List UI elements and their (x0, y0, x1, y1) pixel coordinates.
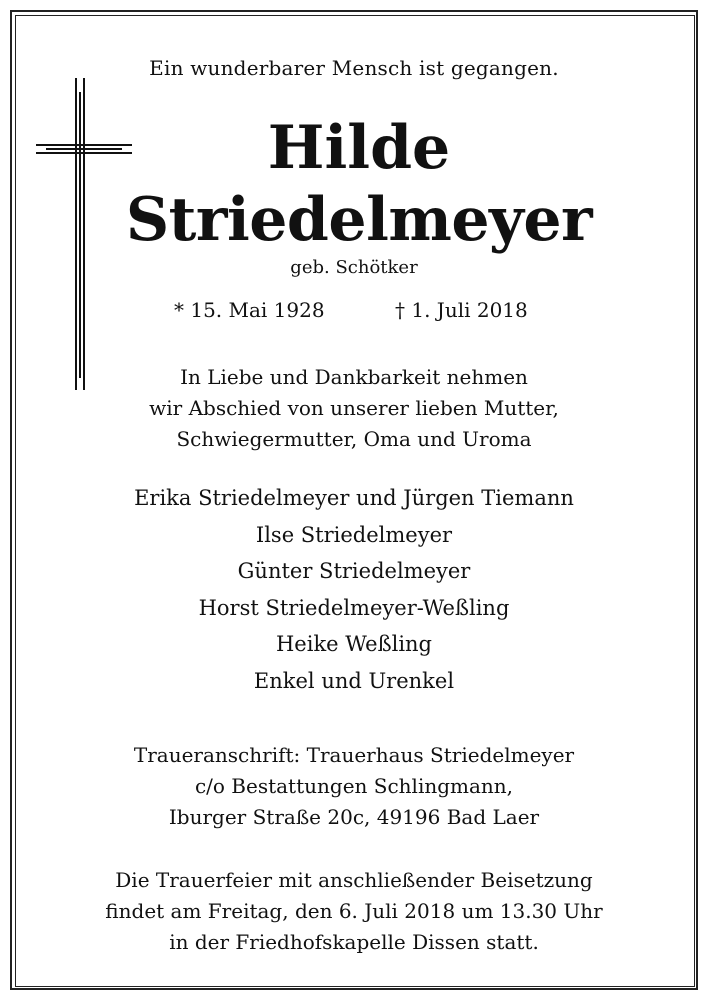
last-name: Striedelmeyer (125, 185, 593, 255)
thanks-line: Schwiegermutter, Oma und Uroma (176, 427, 532, 451)
thanks-text (0, 362, 708, 455)
funeral-notice (0, 865, 708, 958)
first-name: Hilde (267, 113, 451, 183)
address-line: Iburger Straße 20c, 49196 Bad Laer (168, 805, 540, 829)
funeral-line: Die Trauerfeier mit anschließender Beisetzung (115, 868, 593, 892)
thanks-line: In Liebe und Dankbarkeit nehmen (180, 365, 528, 389)
address-line: c/o Bestattungen Schlingmann, (194, 774, 514, 798)
birth-date: * 15. Mai 1928 (174, 298, 325, 322)
family-member: Heike Weßling (275, 632, 432, 656)
mourning-address (0, 740, 708, 833)
intro-line: Ein wunderbarer Mensch ist gegangen. (149, 56, 559, 80)
family-member: Horst Striedelmeyer-Weßling (198, 595, 510, 620)
family-member: Erika Striedelmeyer und Jürgen Tiemann (134, 486, 574, 510)
family-member: Ilse Striedelmeyer (255, 522, 453, 547)
maiden-name: geb. Schötker (290, 257, 418, 278)
family-list (0, 480, 708, 699)
funeral-line: findet am Freitag, den 6. Juli 2018 um 13.30 Uhr (105, 899, 603, 923)
address-line: Traueranschrift: Trauerhaus Striedelmeyer (133, 743, 575, 767)
thanks-line: wir Abschied von unserer lieben Mutter, (149, 396, 559, 420)
funeral-line: in der Friedhofskapelle Dissen statt. (169, 930, 539, 954)
family-member: Enkel und Urenkel (253, 668, 455, 693)
death-date: † 1. Juli 2018 (395, 298, 528, 322)
family-member: Günter Striedelmeyer (237, 559, 471, 583)
